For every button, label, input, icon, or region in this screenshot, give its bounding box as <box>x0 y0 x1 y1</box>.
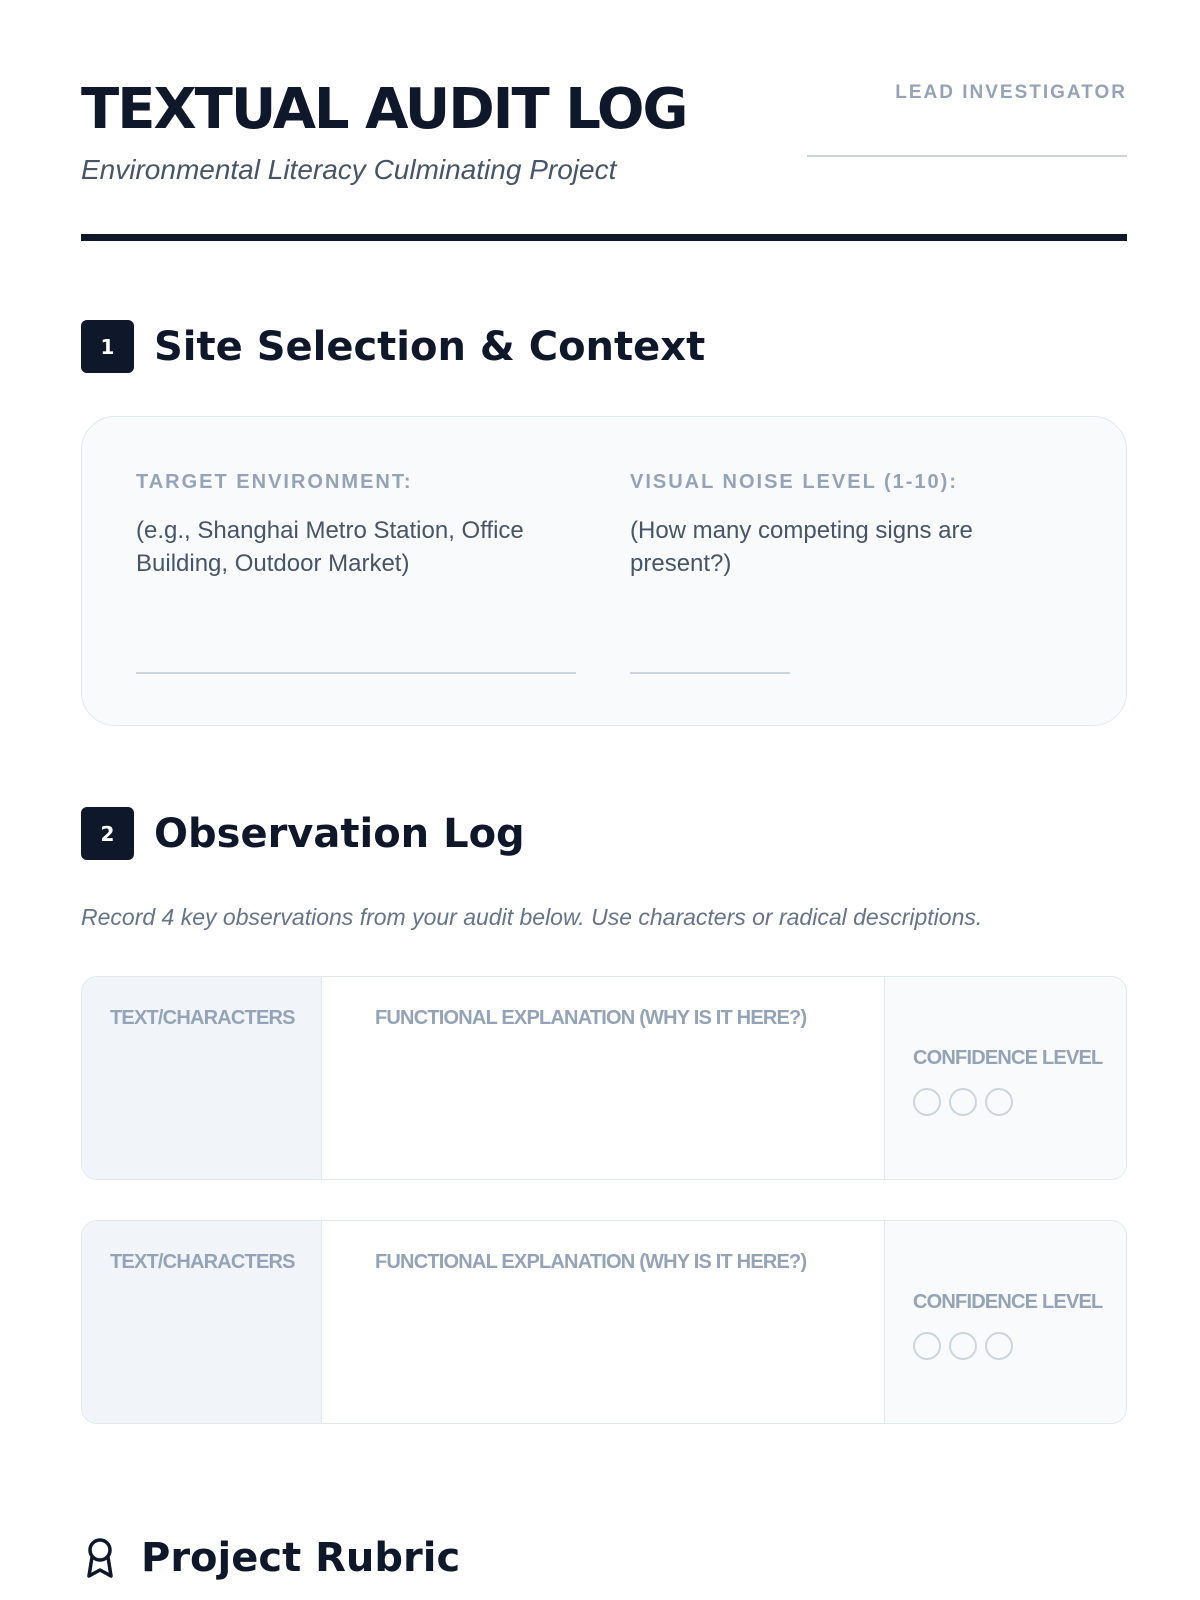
confidence-level-cell <box>885 1221 1126 1423</box>
confidence-level-label: CONFIDENCE LEVEL <box>913 1047 1103 1069</box>
observation-instructions: Record 4 key observations from your audit below. Use characters or radical descriptions. <box>81 904 983 930</box>
project-rubric-heading <box>85 1535 460 1581</box>
section-number-badge: 1 <box>81 320 134 373</box>
text-characters-label: TEXT/CHARACTERS <box>110 1251 295 1273</box>
site-context-card <box>81 416 1127 726</box>
confidence-level-label: CONFIDENCE LEVEL <box>913 1291 1103 1313</box>
confidence-circle-3[interactable] <box>985 1088 1013 1116</box>
target-environment-input-line[interactable] <box>136 672 576 674</box>
target-environment-field <box>136 471 576 580</box>
header-divider <box>81 234 1127 241</box>
confidence-circle-2[interactable] <box>949 1088 977 1116</box>
award-ribbon-icon <box>85 1537 115 1579</box>
visual-noise-hint: (How many competing signs are present?) <box>630 517 973 577</box>
target-environment-label: TARGET ENVIRONMENT: <box>136 471 413 493</box>
confidence-circle-3[interactable] <box>985 1332 1013 1360</box>
functional-explanation-cell[interactable] <box>322 1221 885 1423</box>
confidence-circle-1[interactable] <box>913 1088 941 1116</box>
section-number-badge: 2 <box>81 807 134 860</box>
page-subtitle: Environmental Literacy Culminating Project <box>81 154 617 185</box>
visual-noise-input-line[interactable] <box>630 672 790 674</box>
confidence-circle-1[interactable] <box>913 1332 941 1360</box>
section-1-heading <box>81 320 705 373</box>
text-characters-cell[interactable] <box>82 977 322 1179</box>
visual-noise-field <box>630 471 1050 580</box>
text-characters-label: TEXT/CHARACTERS <box>110 1007 295 1029</box>
target-environment-hint: (e.g., Shanghai Metro Station, Office Building, Outdoor Market) <box>136 517 524 577</box>
confidence-circle-2[interactable] <box>949 1332 977 1360</box>
page-title: TEXTUAL AUDIT LOG <box>81 77 687 142</box>
observation-row <box>81 976 1127 1180</box>
functional-explanation-cell[interactable] <box>322 977 885 1179</box>
section-title: Observation Log <box>154 810 525 857</box>
text-characters-cell[interactable] <box>82 1221 322 1423</box>
section-2-heading <box>81 807 525 860</box>
lead-investigator-field <box>807 82 1127 104</box>
observation-row <box>81 1220 1127 1424</box>
section-title: Site Selection & Context <box>154 323 706 370</box>
confidence-rating <box>913 1332 1126 1360</box>
functional-explanation-label: FUNCTIONAL EXPLANATION (WHY IS IT HERE?) <box>375 1251 807 1273</box>
visual-noise-label: VISUAL NOISE LEVEL (1-10): <box>630 471 958 493</box>
lead-investigator-label: LEAD INVESTIGATOR <box>895 82 1127 103</box>
lead-investigator-input-line[interactable] <box>807 155 1127 157</box>
confidence-rating <box>913 1088 1126 1116</box>
functional-explanation-label: FUNCTIONAL EXPLANATION (WHY IS IT HERE?) <box>375 1007 807 1029</box>
rubric-title: Project Rubric <box>141 1535 461 1581</box>
confidence-level-cell <box>885 977 1126 1179</box>
